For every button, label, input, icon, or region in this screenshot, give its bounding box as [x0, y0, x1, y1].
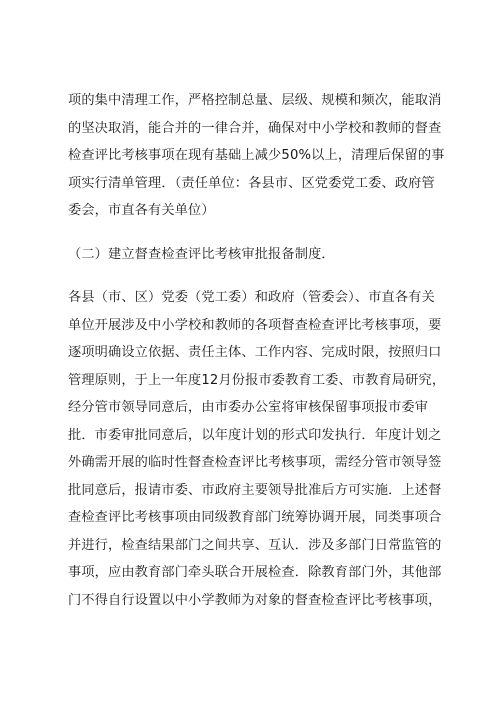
paragraph-line: 批．市委审批同意后，以年度计划的形式印发执行．年度计划之: [68, 427, 442, 443]
paragraph-line: 项的集中清理工作，严格控制总量、层级、规模和频次，能取消: [68, 93, 442, 108]
paragraph-line: 项实行清单管理．（责任单位：各县市、区党委党工委、政府管: [68, 175, 435, 191]
paragraph-line: 事项，应由教育部门牵头联合开展检查．除教育部门外，其他部: [68, 565, 442, 580]
section-heading: [68, 241, 440, 269]
paragraph-line: 逐项明确设立依据、责任主体、工作内容、完成时限，按照归口: [68, 345, 442, 360]
section-heading-text: （二）建立督查检查评比考核审批报备制度．: [68, 247, 335, 262]
paragraph-line: 管理原则，于上一年度12月份报市委教育工委、市教育局研究，: [68, 372, 446, 388]
paragraph-line: 查检查评比考核事项由同级教育部门统筹协调开展，同类事项合: [68, 510, 442, 525]
paragraph-line: 委会，市直各有关单位）: [68, 203, 215, 218]
paragraph-2: [68, 284, 446, 614]
paragraph-line: 单位开展涉及中小学校和教师的各项督查检查评比考核事项，要: [68, 317, 442, 333]
paragraph-line: 经分管市领导同意后，由市委办公室将审核保留事项报市委审: [68, 400, 429, 415]
paragraph-line: 外确需开展的临时性督查检查评比考核事项，需经分管市领导签: [68, 455, 442, 470]
paragraph-line: 的坚决取消，能合并的一律合并，确保对中小学校和教师的督查: [68, 120, 442, 136]
paragraph-line: 批同意后，报请市委、市政府主要领导批准后方可实施．上述督: [68, 482, 442, 498]
paragraph-line: 各县（市、区）党委（党工委）和政府（管委会）、市直各有关: [68, 290, 435, 305]
paragraph-line: 门不得自行设置以中小学教师为对象的督查检查评比考核事项，: [68, 592, 442, 608]
paragraph-1: [68, 87, 445, 225]
paragraph-line: 检查评比考核事项在现有基础上减少50%以上，清理后保留的事: [68, 148, 445, 163]
paragraph-line: 并进行，检查结果部门之间共享、互认．涉及多部门日常监管的: [68, 537, 442, 553]
